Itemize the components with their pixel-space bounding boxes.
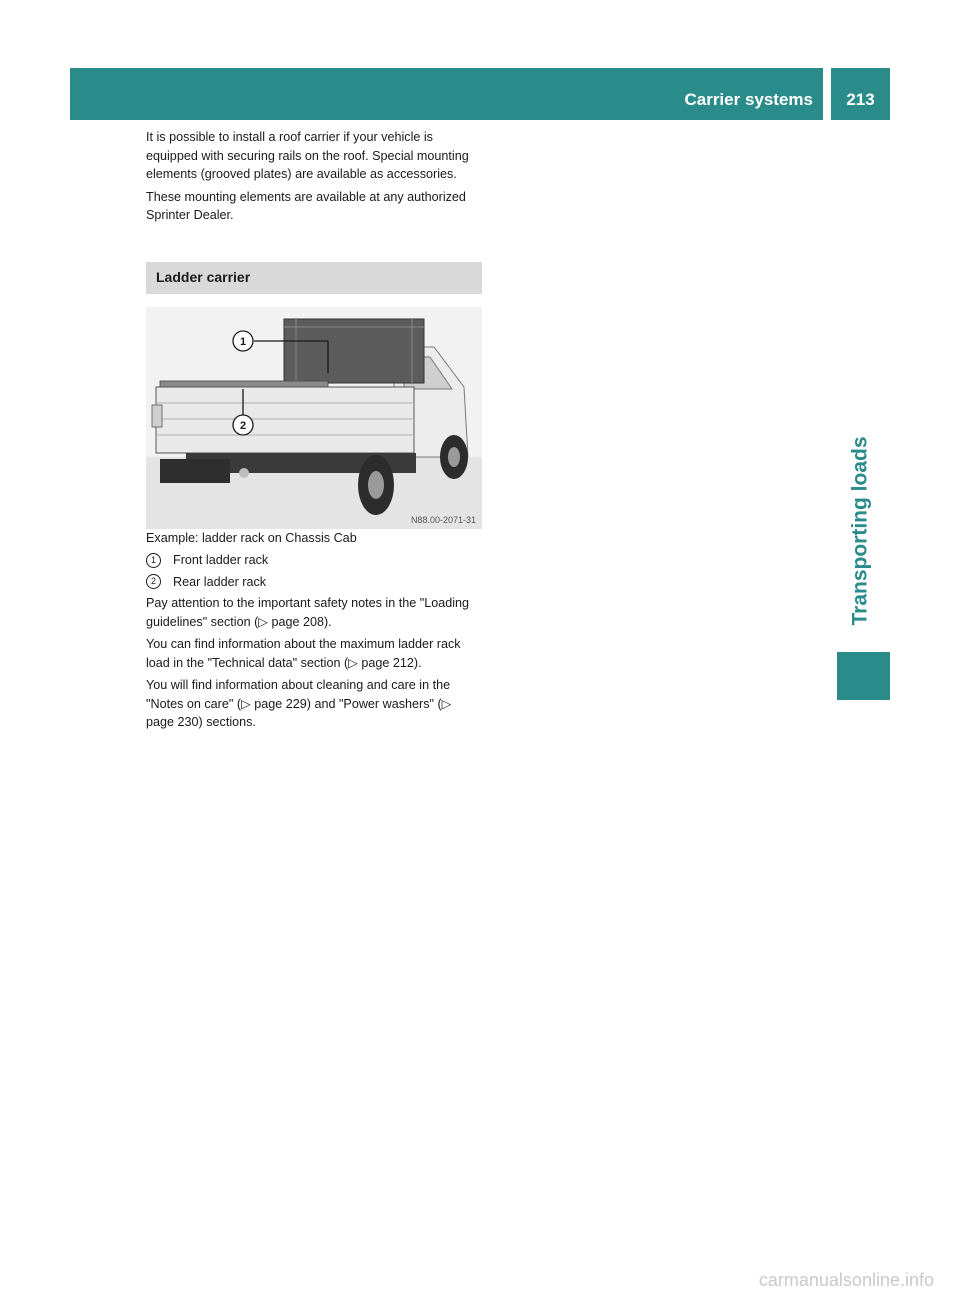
- legend-number: 1: [146, 553, 161, 568]
- legend-label: Rear ladder rack: [173, 574, 267, 589]
- page-number: 213: [831, 68, 890, 120]
- section-title: Ladder carrier: [156, 269, 251, 286]
- figure-caption: Example: ladder rack on Chassis Cab: [146, 530, 357, 545]
- footer-watermark: carmanualsonline.info: [758, 1270, 934, 1290]
- side-tab: [831, 410, 890, 652]
- side-tab-block: [837, 652, 890, 700]
- intro-paragraph: It is possible to install a roof carrier if your vehicle is equipped with securing rails on the roof. Special mounting elements (grooved plates) are available as accessories.: [146, 130, 469, 181]
- section-heading: [146, 262, 482, 294]
- legend-item: [146, 573, 482, 592]
- content-column: [146, 128, 482, 736]
- vehicle-illustration: [146, 307, 482, 529]
- callout-1-label: 1: [239, 335, 247, 348]
- intro-paragraph: These mounting elements are available at any authorized Sprinter Dealer.: [146, 189, 466, 222]
- page-title: Carrier systems: [684, 90, 813, 109]
- body-paragraph: You will find information about cleaning and care in the "Notes on care" (▷ page 229) and "Power washers" (▷ page 230) sections.: [146, 678, 452, 729]
- legend-number: 2: [146, 574, 161, 589]
- side-tab-label: Transporting loads: [848, 436, 872, 626]
- legend-label: Front ladder rack: [173, 553, 269, 567]
- body-paragraph: You can find information about the maximum ladder rack load in the "Technical data" section (▷ page 212).: [146, 637, 461, 670]
- ladder-carrier-figure: [146, 307, 482, 529]
- legend-item: [146, 551, 482, 570]
- figure-code: N88.00-2071-31: [410, 514, 476, 525]
- callout-2-label: 2: [239, 419, 247, 432]
- body-paragraph: Pay attention to the important safety notes in the "Loading guidelines" section (▷ page 208).: [146, 596, 470, 629]
